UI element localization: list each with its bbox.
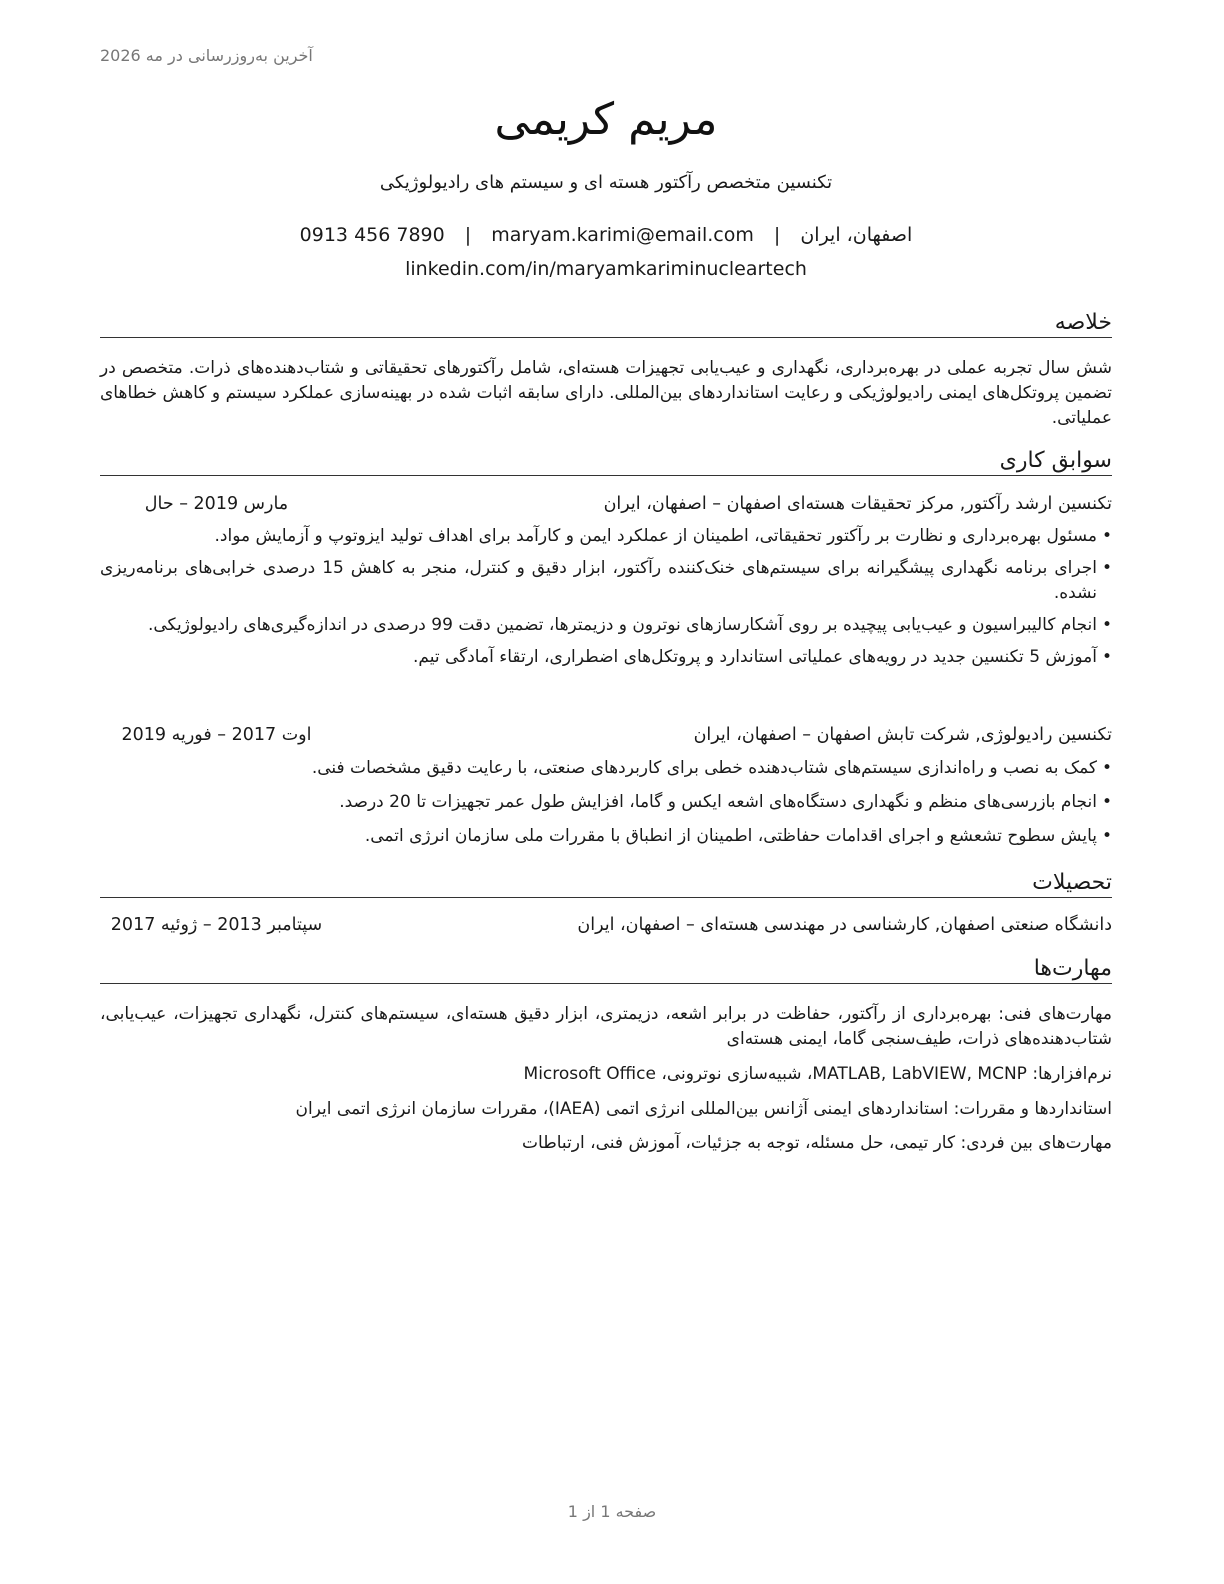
summary-heading: خلاصه [100, 310, 1112, 338]
page-number: صفحه 1 از 1 [567, 1502, 657, 1521]
last-updated-note: آخرین به‌روزرسانی در مه 2026 [100, 46, 313, 65]
education-org: دانشگاه صنعتی اصفهان, کارشناسی در مهندسی هسته‌ای – اصفهان، ایران [577, 915, 1112, 935]
phone-text: 0913 456 7890 [299, 224, 445, 246]
contact-separator: | [773, 224, 781, 246]
skill-line: نرم‌افزارها: MATLAB, LabVIEW, MCNP، شبیه‌سازی نوترونی، Microsoft Office [523, 1064, 1112, 1084]
candidate-name: مریم کریمی [494, 94, 718, 145]
job-dates: اوت 2017 – فوریه 2019 [121, 725, 312, 745]
summary-text: شش سال تجربه عملی در بهره‌برداری، نگهداری و عیب‌یابی تجهیزات هسته‌ای، شامل رآکتورهای تحقیقاتی و شتاب‌دهنده‌های ذرات. متخصص در تضمین پروتکل‌های ایمنی رادیولوژیکی و رعایت استانداردهای بین‌المللی. دارای سابقه اثبات شده در بهینه‌سازی عملکرد سیستم و کاهش خطاهای عملیاتی. [100, 358, 1112, 428]
linkedin-link[interactable]: linkedin.com/in/maryamkariminucleartech [405, 258, 807, 280]
education-heading: تحصیلات [100, 870, 1112, 898]
job-header [100, 725, 1112, 751]
job-bullets [100, 756, 1112, 849]
contact-separator: | [464, 224, 472, 246]
bullet-item: • پایش سطوح تشعشع و اجرای اقدامات حفاظتی، اطمینان از انطباق با مقررات ملی سازمان انرژی اتمی. [364, 826, 1112, 846]
job-bullets [100, 524, 1112, 670]
education-entry [100, 915, 1112, 941]
bullet-item: • انجام بازرسی‌های منظم و نگهداری دستگاه‌های اشعه ایکس و گاما، افزایش طول عمر تجهیزات تا 20 درصد. [339, 792, 1112, 812]
contact-line [100, 224, 1112, 246]
education-dates: سپتامبر 2013 – ژوئیه 2017 [110, 915, 323, 935]
job-header [100, 494, 1112, 520]
job-org: تکنسین ارشد رآکتور, مرکز تحقیقات هسته‌ای اصفهان – اصفهان، ایران [603, 494, 1112, 514]
skill-line: مهارت‌های بین فردی: کار تیمی، حل مسئله، توجه به جزئیات، آموزش فنی، ارتباطات [522, 1133, 1112, 1153]
job-dates: مارس 2019 – حال [144, 494, 289, 514]
skill-line: استانداردها و مقررات: استانداردهای ایمنی آژانس بین‌المللی انرژی اتمی (IAEA)، مقررات سازمان انرژی اتمی ایران [295, 1099, 1112, 1119]
job-org: تکنسین رادیولوژی, شرکت تابش اصفهان – اصفهان، ایران [693, 725, 1112, 745]
bullet-item: • انجام کالیبراسیون و عیب‌یابی پیچیده بر روی آشکارسازهای نوترون و دزیمترها، تضمین دقت 99 درصدی در اندازه‌گیری‌های رادیولوژیکی. [147, 615, 1112, 635]
bullet-item: • مسئول بهره‌برداری و نظارت بر رآکتور تحقیقاتی، اطمینان از عملکرد ایمن و کارآمد برای اهداف تولید ایزوتوپ و آزمایش مواد. [214, 526, 1112, 546]
experience-heading: سوابق کاری [100, 448, 1112, 476]
skills-heading: مهارت‌ها [100, 956, 1112, 984]
bullet-item: • آموزش 5 تکنسین جدید در رویه‌های عملیاتی استاندارد و پروتکل‌های اضطراری، ارتقاء آمادگی تیم. [412, 647, 1112, 667]
resume-page [100, 0, 1112, 1584]
skill-line: مهارت‌های فنی: بهره‌برداری از رآکتور، حفاظت در برابر اشعه، دزیمتری، ابزار دقیق هسته‌ای، سیستم‌های کنترل، نگهداری تجهیزات، عیب‌یابی، شتاب‌دهنده‌های ذرات، طیف‌سنجی گاما، ایمنی هسته‌ای [100, 1004, 1112, 1049]
candidate-title: تکنسین متخصص رآکتور هسته ای و سیستم های رادیولوژیکی [379, 172, 833, 193]
bullet-item: • اجرای برنامه نگهداری پیشگیرانه برای سیستم‌های خنک‌کننده رآکتور، ابزار دقیق و کنترل، منجر به کاهش 15 درصدی خرابی‌های برنامه‌ریزی نشده. [100, 558, 1112, 603]
location-text: اصفهان، ایران [800, 224, 913, 246]
email-link[interactable]: maryam.karimi@email.com [491, 224, 754, 246]
bullet-item: • کمک به نصب و راه‌اندازی سیستم‌های شتاب‌دهنده خطی برای کاربردهای صنعتی، با رعایت دقیق مشخصات فنی. [311, 758, 1112, 778]
